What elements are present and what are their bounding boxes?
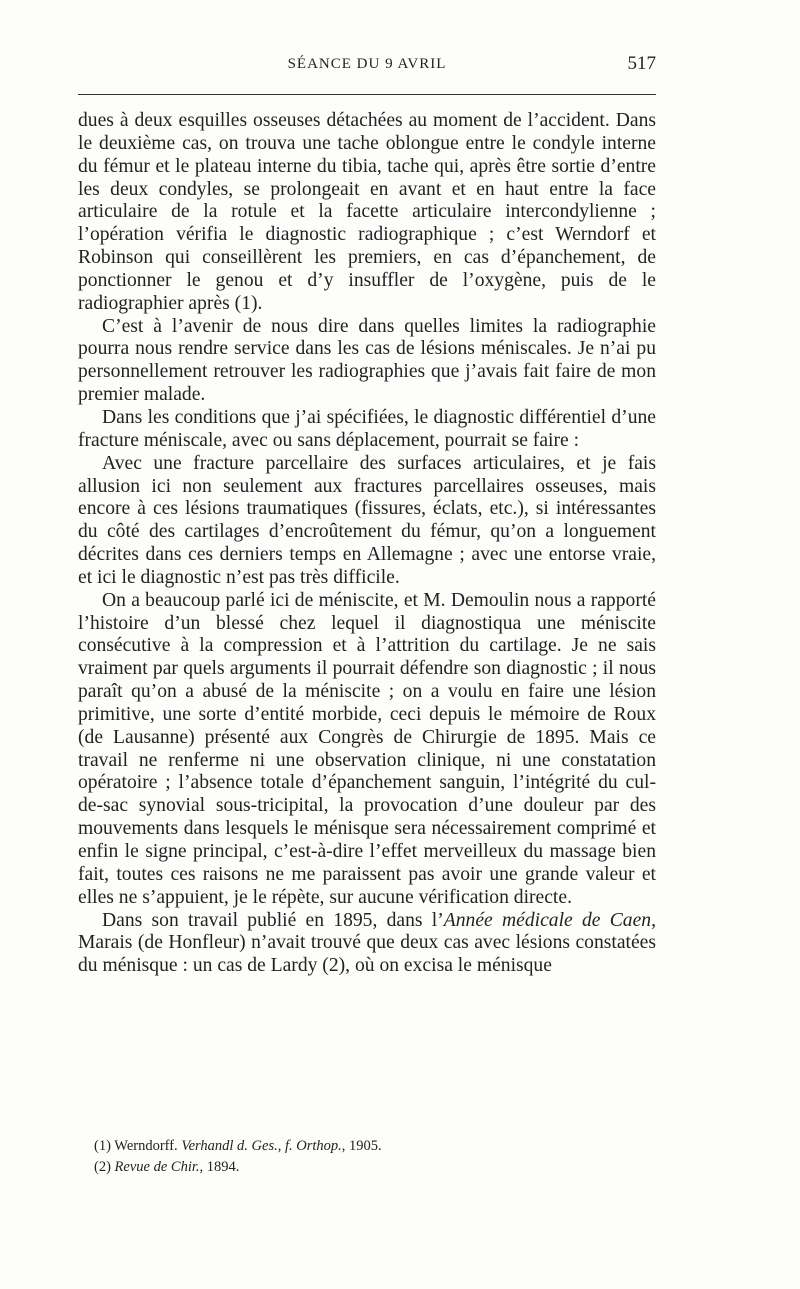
paragraph: dues à deux esquilles osseuses détachées au moment de l’accident. Dans le deuxième cas, on trouva une tache oblongue entre le condyle interne du fémur et le plateau interne du tibia, tache qui, après être sortie d’entre les deux condyles, se prolongeait en avant et en haut entre la face articulaire de la rotule et la facette articulaire intercondylienne ; l’opération vérifia le diagnostic radiographique ; c’est Werndorf et Robinson qui conseillèrent les premiers, en cas d’épanchement, de ponctionner le genou et d’y insuffler de l’oxygène, puis de le radiographier après (1). [78, 110, 656, 314]
paragraph [78, 910, 656, 979]
paragraph-text: , Marais (de Honfleur) n’avait trouvé que deux cas avec lésions constatées du ménisque : un cas de Lardy (2), où on excisa le ménisque [78, 909, 656, 977]
footnote-mark: (2) [94, 1159, 111, 1175]
footnote [78, 1136, 656, 1157]
page-number: 517 [627, 53, 656, 74]
footnote-mark: (1) [94, 1138, 111, 1154]
header-rule [78, 94, 656, 95]
running-title: SÉANCE DU 9 AVRIL [287, 56, 447, 72]
footnote-year: , 1905. [341, 1138, 382, 1154]
paragraph: C’est à l’avenir de nous dire dans quelles limites la radiographie pourra nous rendre service dans les cas de lésions méniscales. Je n’ai pu personnellement retrouver les radiographies que j’avais fait faire de mon premier malade. [78, 315, 656, 406]
footnote-journal: Verhandl d. Ges., f. Orthop. [181, 1138, 342, 1154]
footnote-year: , 1894. [199, 1159, 240, 1175]
journal-title: Année médicale de Caen [443, 909, 652, 931]
paragraph-text: Dans son travail publié en 1895, dans l’ [102, 909, 444, 931]
paragraph: On a beaucoup parlé ici de méniscite, et M. Demoulin nous a rapporté l’histoire d’un blessé chez lequel il diagnostiqua une méniscite consécutive à la compression et à l’attrition du cartilage. Je ne sais vraiment par quels arguments il pourrait défendre son diagnostic ; il nous paraît qu’on a abusé de la méniscite ; on a voulu en faire une lésion primitive, une sorte d’entité morbide, ceci depuis le mémoire de Roux (de Lausanne) présenté aux Congrès de Chirurgie de 1895. Mais ce travail ne renferme ni une observation clinique, ni une constatation opératoire ; l’absence totale d’épanchement sanguin, l’intégrité du cul-de-sac synovial sous-tricipital, la provocation d’une douleur par des mouvements dans lesquels le ménisque sera nécessairement comprimé et enfin le signe principal, c’est-à-dire l’effet merveilleux du massage bien fait, toutes ces raisons ne me paraissent pas avoir une grande valeur et elles ne s’appuient, je le répète, sur aucune vérification directe. [78, 589, 656, 908]
paragraph: Dans les conditions que j’ai spécifiées, le diagnostic différentiel d’une fracture méniscale, avec ou sans déplacement, pourrait se faire : [78, 406, 656, 451]
footnote-journal: Revue de Chir. [114, 1159, 200, 1175]
footnotes [78, 1136, 656, 1178]
paragraph: Avec une fracture parcellaire des surfaces articulaires, et je fais allusion ici non seulement aux fractures parcellaires osseuses, mais encore à ces lésions traumatiques (fissures, éclats, etc.), si intéressantes du côté des cartilages d’encroûtement du fémur, qu’on a longuement décrites dans ces derniers temps en Allemagne ; avec une entorse vraie, et ici le diagnostic n’est pas très difficile. [78, 452, 656, 588]
footnote [78, 1157, 656, 1178]
body-text [78, 110, 656, 978]
page-header [78, 53, 656, 84]
footnote-author: Werndorff. [114, 1138, 178, 1154]
